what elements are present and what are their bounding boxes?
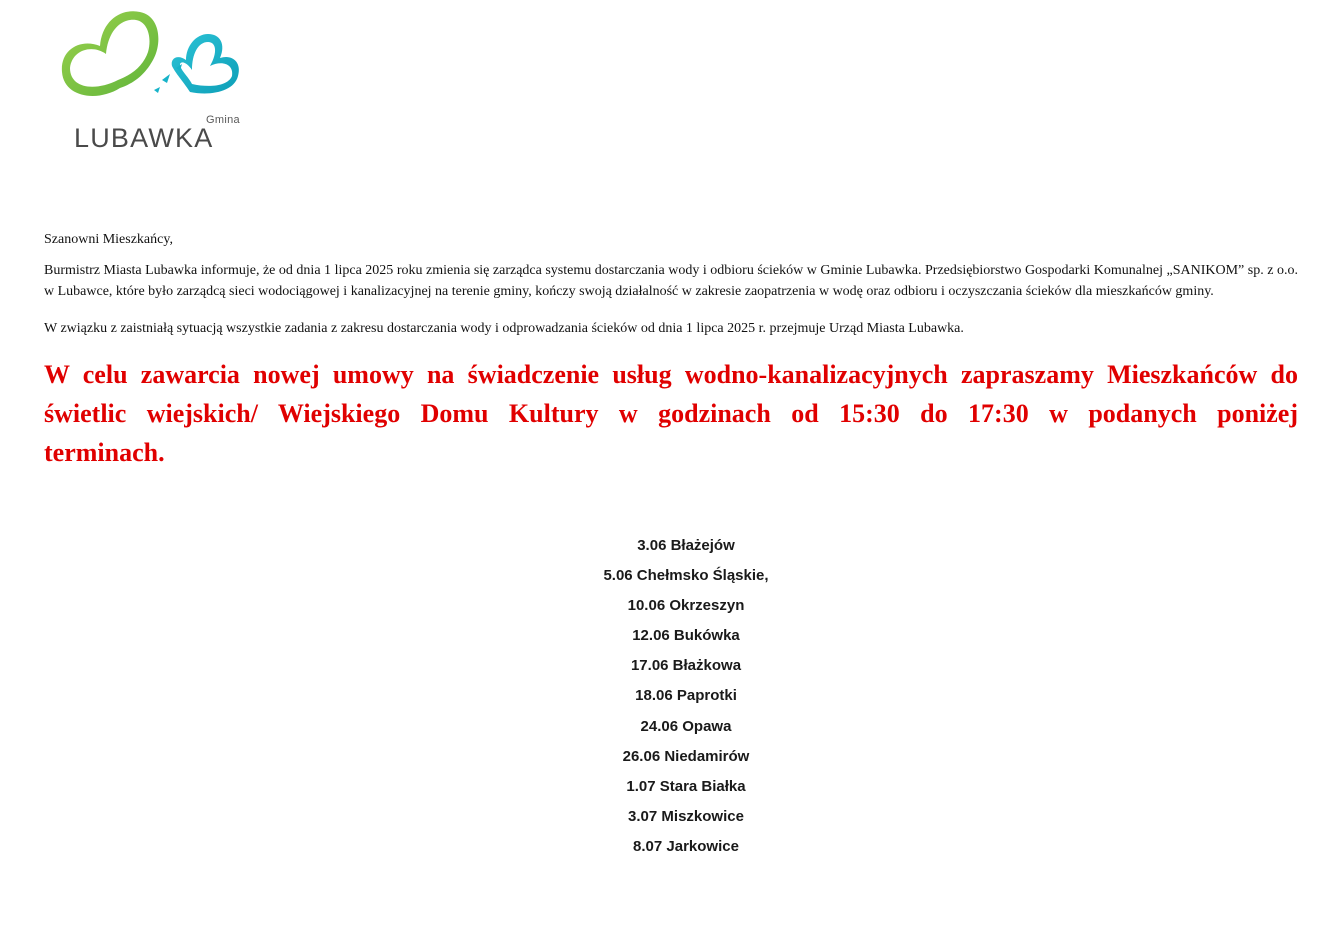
schedule-item: 24.06 Opawa	[640, 717, 732, 735]
schedule-item: 10.06 Okrzeszyn	[627, 597, 745, 615]
announcement-paragraph: Burmistrz Miasta Lubawka informuje, że od dnia 1 lipca 2025 roku zmienia się zarządca systemu dostarczania wody i odbioru ścieków w Gminie Lubawka. Przedsiębiorstwo Gospodarki Komunalnej „SANIKOM” sp. z o.o. w Lubawce, które było zarządcą sieci wodociągowej i kanalizacyjnej na terenie gminy, kończy swoją działalność w zakresie zaopatrzenia w wodę oraz odbioru i oczyszczania ścieków dla mieszkańców gminy.	[44, 263, 1298, 299]
schedule-item: 1.07 Stara Białka	[626, 777, 746, 795]
letter-body	[44, 230, 1298, 472]
logo-gmina-label: Gmina	[206, 114, 240, 126]
schedule-item: 5.06 Chełmsko Śląskie,	[603, 567, 769, 585]
schedule-item: 17.06 Błażkowa	[630, 657, 742, 675]
invitation-notice: W celu zawarcia nowej umowy na świadczenie usług wodno-kanalizacyjnych zapraszamy Mieszkańców do świetlic wiejskich/ Wiejskiego Domu Kultury w godzinach od 15:30 do 17:30 w podanych poniżej terminach.	[44, 360, 1298, 467]
butterfly-hearts-icon	[58, 6, 248, 116]
takeover-paragraph: W związku z zaistniałą sytuacją wszystkie zadania z zakresu dostarczania wody i odprowadzania ścieków od dnia 1 lipca 2025 r. przejmuje Urząd Miasta Lubawka.	[44, 321, 964, 336]
salutation: Szanowni Mieszkańcy,	[44, 232, 173, 247]
schedule-item: 3.07 Miszkowice	[628, 807, 744, 825]
logo-name: LUBAWKA	[74, 123, 214, 153]
meeting-schedule	[0, 534, 1332, 865]
schedule-item: 3.06 Błażejów	[637, 537, 735, 554]
schedule-item: 8.07 Jarkowice	[633, 837, 739, 855]
schedule-item: 26.06 Niedamirów	[622, 747, 750, 765]
schedule-item: 18.06 Paprotki	[635, 687, 737, 705]
schedule-item: 12.06 Bukówka	[632, 627, 740, 645]
gmina-lubawka-logo	[58, 6, 248, 156]
